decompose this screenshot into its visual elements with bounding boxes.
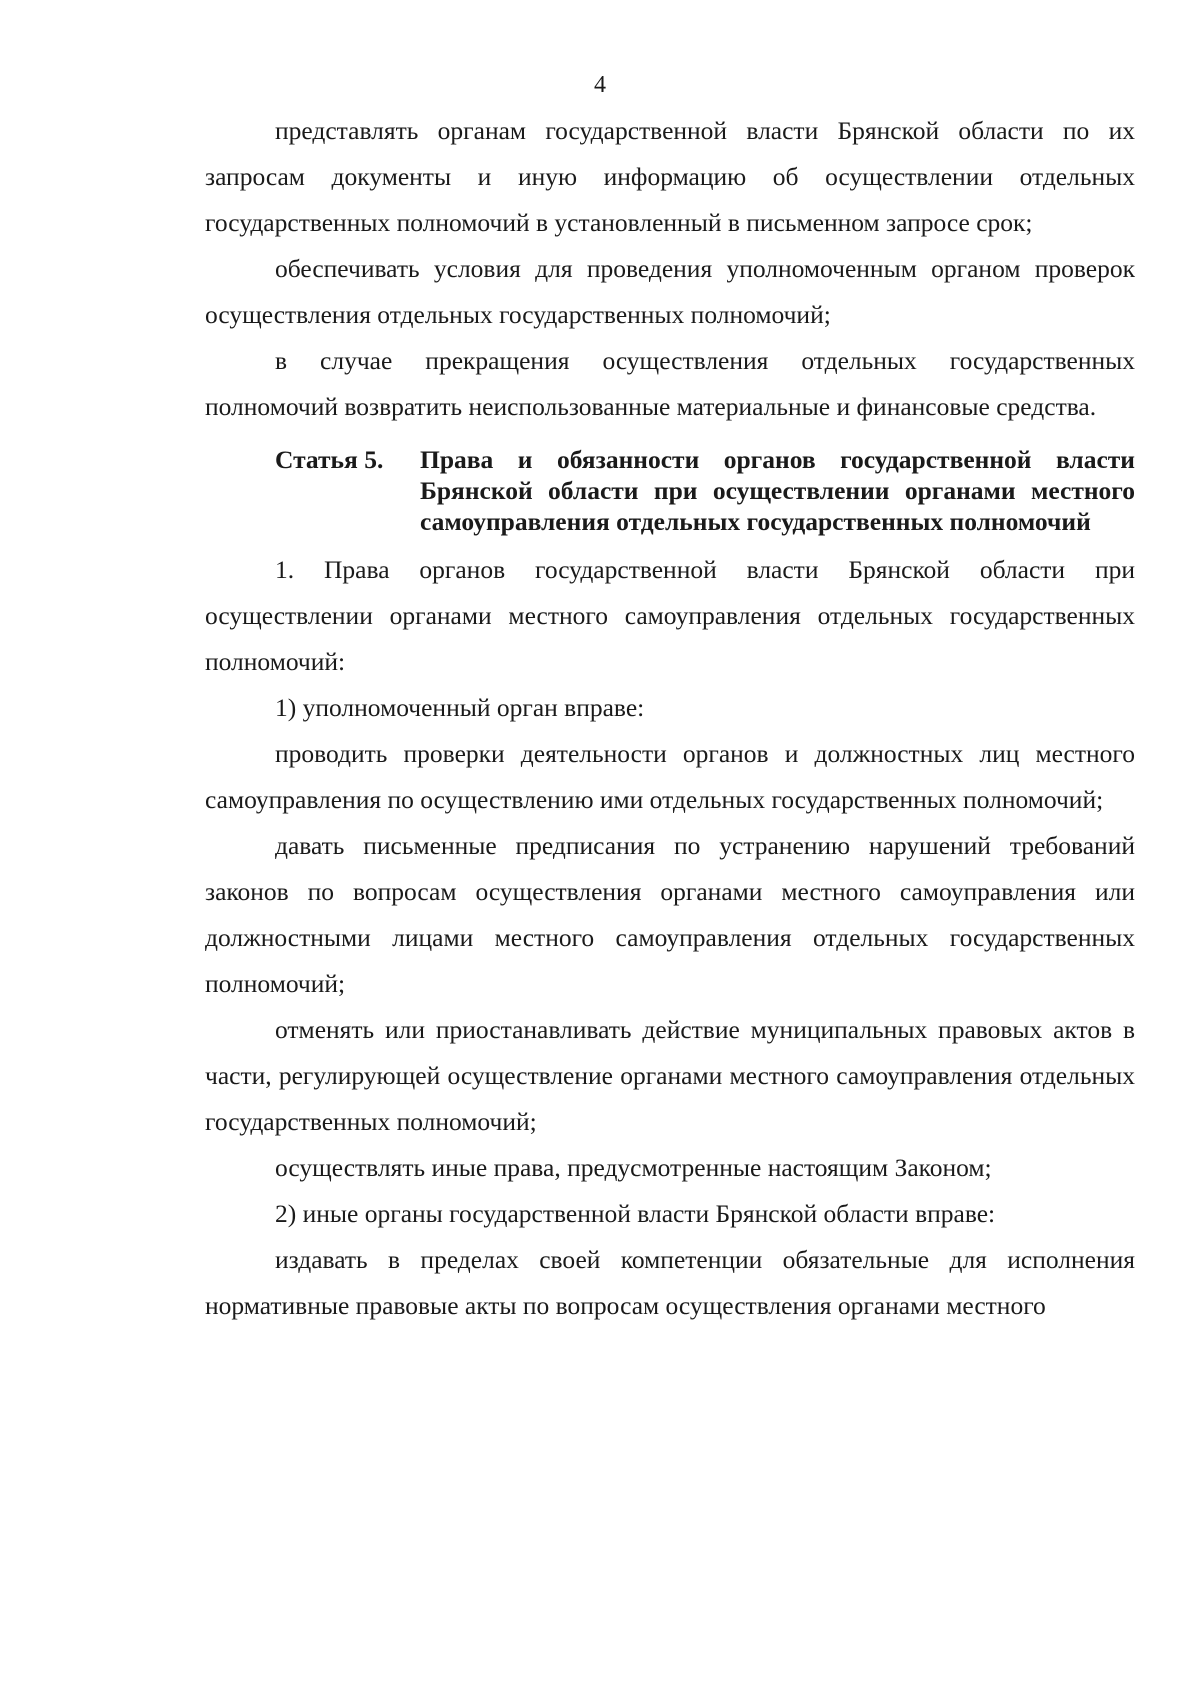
article-title: Права и обязанности органов государственной власти Брянской области при осуществлении органами местного самоуправления отдельных государственных полномочий [420, 445, 1135, 536]
paragraph: издавать в пределах своей компетенции обязательные для исполнения нормативные правовые акты по вопросам осуществления органами местного [205, 1245, 1135, 1320]
paragraph: в случае прекращения осуществления отдельных государственных полномочий возвратить неиспользованные материальные и финансовые средства. [205, 346, 1135, 421]
page-number: 4 [594, 72, 606, 98]
paragraph: отменять или приостанавливать действие муниципальных правовых актов в части, регулирующей осуществление органами местного самоуправления отдельных государственных полномочий; [205, 1015, 1135, 1136]
paragraph: обеспечивать условия для проведения уполномоченным органом проверок осуществления отдельных государственных полномочий; [205, 254, 1135, 329]
article-label: Статья 5. [275, 445, 384, 474]
paragraph: проводить проверки деятельности органов и должностных лиц местного самоуправления по осуществлению ими отдельных государственных полномочий; [205, 739, 1135, 814]
paragraph: 2) иные органы государственной власти Брянской области вправе: [275, 1199, 996, 1228]
article-heading [205, 444, 1135, 537]
paragraph: представлять органам государственной власти Брянской области по их запросам документы и иную информацию об осуществлении отдельных государственных полномочий в установленный в письменном запросе срок; [205, 116, 1135, 237]
paragraph: осуществлять иные права, предусмотренные настоящим Законом; [275, 1153, 992, 1182]
document-body [205, 108, 1135, 1329]
spacer [205, 430, 1135, 436]
paragraph: давать письменные предписания по устранению нарушений требований законов по вопросам осуществления органами местного самоуправления или должностными лицами местного самоуправления отдельных государственных полномочий; [205, 831, 1135, 998]
paragraph: 1) уполномоченный орган вправе: [275, 693, 645, 722]
paragraph: 1. Права органов государственной власти Брянской области при осуществлении органами местного самоуправления отдельных государственных полномочий: [205, 555, 1135, 676]
